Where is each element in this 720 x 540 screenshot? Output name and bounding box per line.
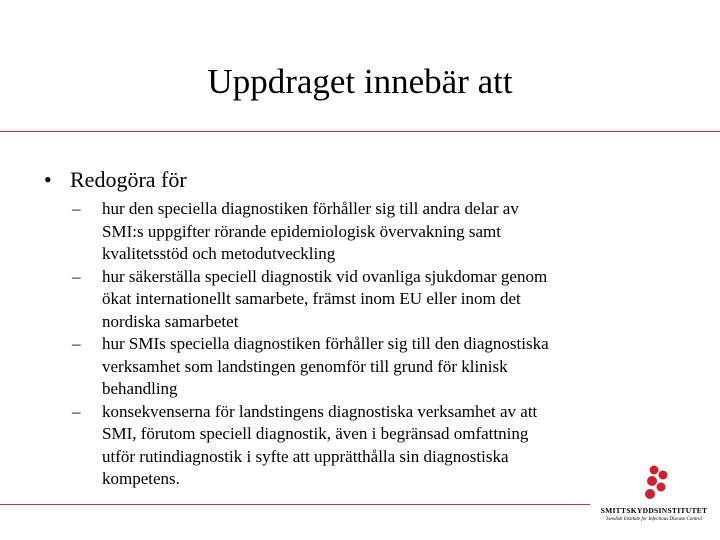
sub-bullet-line: kvalitetsstöd och metodutveckling xyxy=(102,244,336,263)
sub-bullet-line: kompetens. xyxy=(102,469,180,488)
logo-dots-icon xyxy=(634,464,674,504)
sub-bullet-line: hur säkerställa speciell diagnostik vid ovanliga sjukdomar genom xyxy=(102,266,548,286)
sub-bullet-item xyxy=(72,266,642,334)
bullet-item xyxy=(44,166,187,194)
dash-glyph: – xyxy=(72,199,81,218)
logo-name: SMITTSKYDDSINSTITUTET xyxy=(600,506,708,515)
institute-logo xyxy=(598,460,710,530)
sub-bullet-line: behandling xyxy=(102,379,178,398)
sub-bullet-line: konsekvenserna för landstingens diagnostiska verksamhet av att xyxy=(102,401,538,421)
sub-bullet-item xyxy=(72,198,642,266)
sub-bullet-list xyxy=(72,198,642,491)
sub-bullet-line: nordiska samarbetet xyxy=(102,311,239,331)
sub-bullet-line: verksamhet som landstingen genomför till grund för klinisk xyxy=(102,356,508,376)
sub-bullet-item xyxy=(72,333,642,401)
sub-bullet-line: SMI, förutom speciell diagnostik, även i begränsad omfattning xyxy=(102,424,529,443)
logo-subtitle: Swedish Institute for Infectious Disease Control xyxy=(606,517,702,522)
slide-title: Uppdraget innebär att xyxy=(207,62,513,101)
title-divider xyxy=(0,131,720,132)
sub-bullet-line: SMI:s uppgifter rörande epidemiologisk övervakning samt xyxy=(102,221,501,241)
sub-bullet-line: hur den speciella diagnostiken förhåller sig till andra delar av xyxy=(102,199,519,218)
dash-glyph: – xyxy=(72,266,81,286)
dash-glyph: – xyxy=(72,401,81,421)
dash-glyph: – xyxy=(72,334,81,353)
bullet-glyph: • xyxy=(44,167,52,192)
sub-bullet-line: ökat internationellt samarbete, främst inom EU eller inom det xyxy=(102,289,521,308)
sub-bullet-item xyxy=(72,401,642,491)
sub-bullet-line: hur SMIs speciella diagnostiken förhåller sig till den diagnostiska xyxy=(102,334,549,353)
footer-divider xyxy=(0,504,590,505)
bullet-text: Redogöra för xyxy=(70,167,187,192)
sub-bullet-line: utför rutindiagnostik i syfte att upprätthålla sin diagnostiska xyxy=(102,446,509,466)
